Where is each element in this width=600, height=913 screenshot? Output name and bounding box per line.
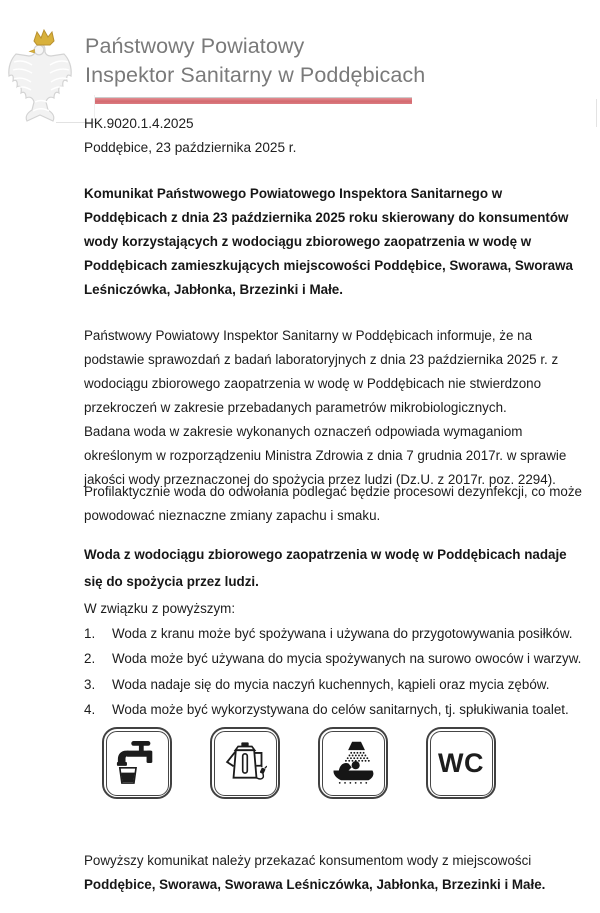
organization-title-line1: Państwowy Powiatowy [85, 34, 305, 58]
list-item-3 [84, 672, 596, 697]
list-item-3-number: 3. [84, 676, 96, 692]
wc-label: WC [438, 747, 484, 778]
place-and-date: Poddębice, 23 października 2025 r. [84, 140, 297, 155]
document-meta [84, 112, 296, 160]
letterhead-accent-bar [85, 97, 412, 104]
organization-title [85, 32, 425, 90]
wc-icon [426, 727, 496, 799]
regulation-compliance-paragraph: Badana woda w zakresie wykonanych oznaczeń odpowiada wymaganiom określonym w rozporządzeniu Ministra Zdrowia z dnia 7 grudnia 2017r. w sprawie jakości wody przeznaczonej do spożycia przez ludzi (Dz.U. z 2017r. poz. 2294). [84, 424, 567, 487]
list-item-3-text: Woda nadaje się do mycia naczyń kuchennych, kąpieli oraz mycia zębów. [112, 676, 550, 692]
tap-water-glass-icon [102, 727, 172, 799]
tap-water-glass-svg [115, 739, 159, 787]
announcement-intro-paragraph: Komunikat Państwowego Powiatowego Inspektora Sanitarnego w Poddębicach z dnia 23 października 2025 roku skierowany do konsumentów wody korzystających z wodociągu zbiorowego zaopatrzenia w wodę w Poddębicach zamieszkujących miejscowości Poddębice, Sworawa, Sworawa Leśniczówka, Jabłonka, Brzezinki i Małe. [84, 186, 573, 297]
list-item-1 [84, 621, 596, 646]
usage-list-block [84, 596, 596, 722]
list-item-2 [84, 646, 596, 671]
reference-number: HK.9020.1.4.2025 [84, 116, 194, 131]
bathing-shower-svg [330, 739, 376, 787]
water-use-pictogram-row [102, 727, 496, 799]
distribution-note-regular: Powyższy komunikat należy przekazać konsumentom wody z miejscowości [84, 853, 532, 868]
bathing-shower-icon-frame [322, 731, 385, 796]
disinfection-paragraph: Profilaktycznie woda do odwołania podlegać będzie procesowi dezynfekcji, co może powodować nieznaczne zmiany zapachu i smaku. [84, 484, 582, 523]
organization-title-line2: Inspektor Sanitarny w Poddębicach [85, 63, 426, 87]
list-item-4 [84, 697, 596, 722]
list-item-4-number: 4. [84, 701, 96, 717]
electric-kettle-svg [223, 739, 267, 787]
list-intro: W związku z powyższym: [84, 601, 236, 616]
distribution-note-localities: Poddębice, Sworawa, Sworawa Leśniczówka, Jabłonka, Brzezinki i Małe. [84, 877, 546, 892]
list-item-4-text: Woda może być wykorzystywana do celów sanitarnych, tj. spłukiwania toalet. [112, 701, 569, 717]
potability-statement: Woda z wodociągu zbiorowego zaopatrzenia w wodę w Poddębicach nadaje się do spożycia przez ludzi. [84, 547, 567, 589]
distribution-note [84, 849, 586, 897]
bathing-shower-icon [318, 727, 388, 799]
lab-results-paragraph: Państwowy Powiatowy Inspektor Sanitarny w Poddębicach informuje, że na podstawie sprawozdań z badań laboratoryjnych z dnia 23 października 2025 r. z wodociągu zbiorowego zaopatrzenia w wodę w Poddębicach nie stwierdzono przekroczeń w zakresie przebadanych parametrów mikrobiologicznych. [84, 328, 559, 415]
wc-icon-frame [430, 731, 493, 796]
lab-results-block [84, 324, 586, 492]
scan-artifact-line [596, 99, 597, 127]
tap-water-glass-icon-frame [106, 731, 169, 796]
electric-kettle-icon [210, 727, 280, 799]
list-item-1-text: Woda z kranu może być spożywana i używana do przygotowywania posiłków. [112, 626, 573, 641]
list-item-1-number: 1. [84, 626, 96, 641]
electric-kettle-icon-frame [214, 731, 277, 796]
list-item-2-number: 2. [84, 651, 96, 667]
list-item-2-text: Woda może być używana do mycia spożywanych na surowo owoców i warzyw. [112, 651, 582, 667]
